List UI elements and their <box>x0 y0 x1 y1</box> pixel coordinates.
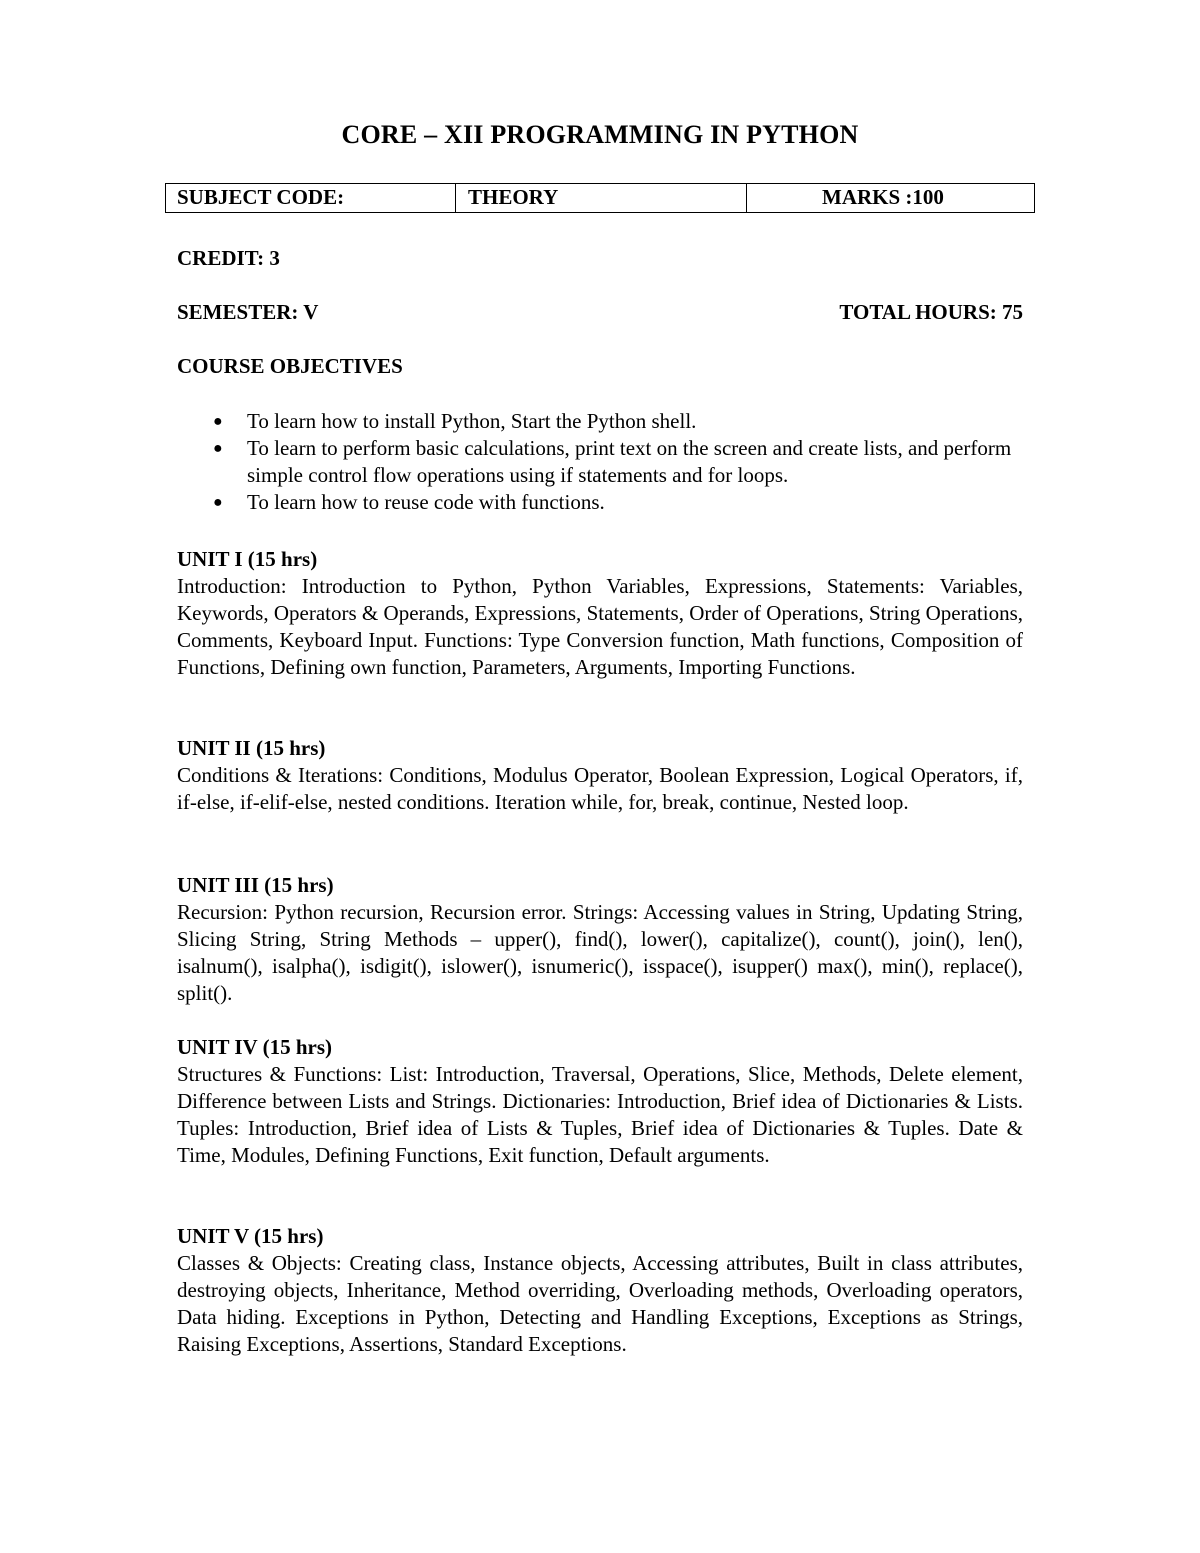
unit-2-section <box>177 735 1023 816</box>
objective-text: To learn how to install Python, Start the Python shell. <box>247 409 697 433</box>
subject-code-table <box>165 183 1035 213</box>
unit-5-title: UNIT V (15 hrs) <box>177 1224 324 1248</box>
bullet-icon: ● <box>213 494 223 511</box>
objectives-list <box>177 408 1023 516</box>
unit-4-body: Structures & Functions: List: Introduction, Traversal, Operations, Slice, Methods, Delete element, Difference between Lists and Strings. Dictionaries: Introduction, Brief idea of Dictionaries & Lists. Tuples: Introduction, Brief idea of Lists & Tuples, Brief idea of Dictionaries & Tuples. Date & Time, Modules, Defining Functions, Exit function, Default arguments. <box>177 1062 1023 1167</box>
list-item <box>177 408 1023 435</box>
unit-5-body: Classes & Objects: Creating class, Instance objects, Accessing attributes, Built in class attributes, destroying objects, Inheritance, Method overriding, Overloading methods, Overloading operators, Data hiding. Exceptions in Python, Detecting and Handling Exceptions, Exceptions as Strings, Raising Exceptions, Assertions, Standard Exceptions. <box>177 1251 1023 1356</box>
subject-code-cell: SUBJECT CODE: <box>166 184 456 212</box>
unit-4-title: UNIT IV (15 hrs) <box>177 1035 332 1059</box>
unit-1-body: Introduction: Introduction to Python, Python Variables, Expressions, Statements: Variables, Keywords, Operators & Operands, Expressions, Statements, Order of Operations, String Operations, Comments, Keyboard Input. Functions: Type Conversion function, Math functions, Composition of Functions, Defining own function, Parameters, Arguments, Importing Functions. <box>177 574 1023 679</box>
unit-1-section <box>177 546 1023 681</box>
bullet-icon: ● <box>213 440 223 457</box>
list-item <box>177 489 1023 516</box>
marks-cell: MARKS :100 <box>822 185 944 209</box>
unit-3-body: Recursion: Python recursion, Recursion error. Strings: Accessing values in String, Updating String, Slicing String, String Methods – upper(), find(), lower(), capitalize(), count(), join(), len(), isalnum(), isalpha(), isdigit(), islower(), isnumeric(), isspace(), isupper() max(), min(), replace(), split(). <box>177 900 1023 1005</box>
theory-cell: THEORY <box>456 184 747 212</box>
objective-text: To learn to perform basic calculations, print text on the screen and create lists, and perform simple control flow operations using if statements and for loops. <box>247 436 1012 487</box>
unit-5-section <box>177 1223 1023 1358</box>
bullet-icon: ● <box>213 413 223 430</box>
objectives-heading: COURSE OBJECTIVES <box>177 354 403 378</box>
unit-2-title: UNIT II (15 hrs) <box>177 736 326 760</box>
document-title: CORE – XII PROGRAMMING IN PYTHON <box>341 120 859 149</box>
semester-text: SEMESTER: V <box>177 300 319 324</box>
total-hours-text: TOTAL HOURS: 75 <box>839 300 1023 324</box>
unit-1-title: UNIT I (15 hrs) <box>177 547 318 571</box>
unit-4-section <box>177 1034 1023 1169</box>
unit-3-title: UNIT III (15 hrs) <box>177 873 334 897</box>
objective-text: To learn how to reuse code with functions. <box>247 490 605 514</box>
unit-3-section <box>177 872 1023 1007</box>
credit-line <box>177 246 1023 271</box>
unit-2-body: Conditions & Iterations: Conditions, Modulus Operator, Boolean Expression, Logical Operators, if, if-else, if-elif-else, nested conditions. Iteration while, for, break, continue, Nested loop. <box>177 763 1023 814</box>
list-item <box>177 435 1023 489</box>
credit-text: CREDIT: 3 <box>177 246 280 270</box>
semester-line <box>177 300 1023 325</box>
